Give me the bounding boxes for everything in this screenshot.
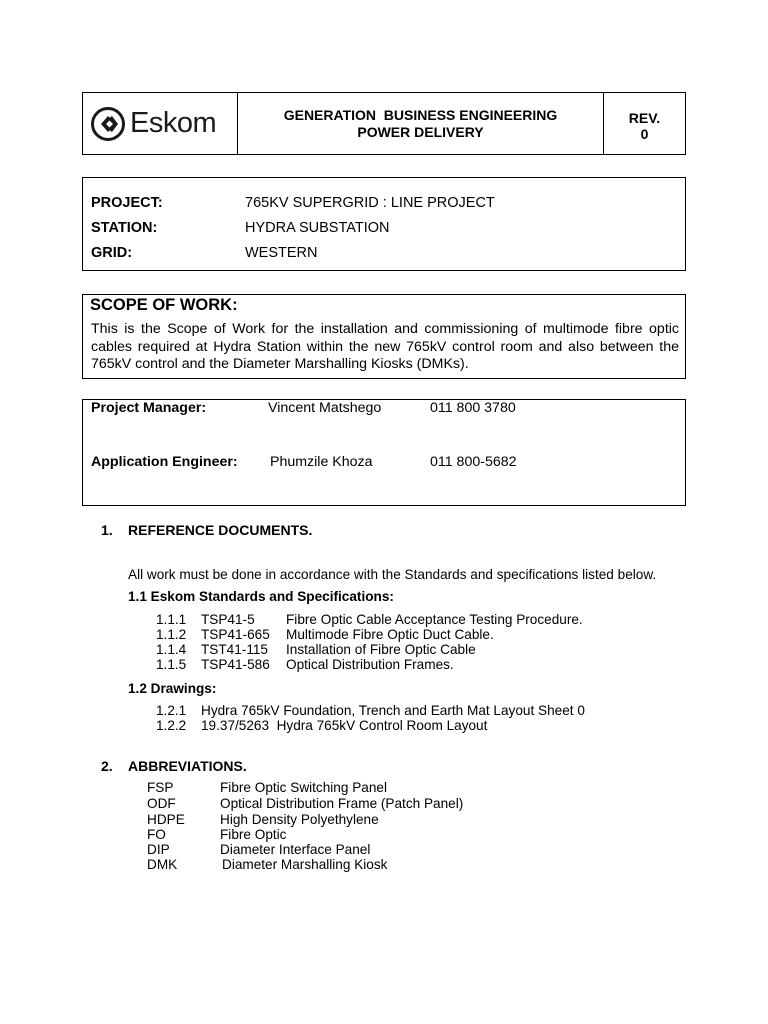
project-info-box: [82, 177, 686, 271]
abbreviation-meaning: High Density Polyethylene: [220, 812, 379, 827]
eskom-logo-icon: [91, 107, 125, 141]
header-title-line1: GENERATION BUSINESS ENGINEERING: [283, 106, 558, 123]
item-code: TSP41-586: [201, 657, 270, 672]
contact-role: Project Manager:: [91, 400, 207, 416]
abbreviation: HDPE: [147, 812, 185, 827]
contacts-box: [82, 399, 686, 506]
item-description: Fibre Optic Cable Acceptance Testing Procedure.: [286, 612, 583, 627]
item-code: TST41-115: [201, 642, 268, 657]
abbreviation: DIP: [147, 842, 170, 857]
station-label: STATION:: [91, 220, 158, 236]
item-number: 1.1.5: [156, 657, 187, 672]
header-title: [238, 93, 604, 154]
section1-number: 1.: [101, 522, 113, 538]
abbreviation-meaning: Diameter Marshalling Kiosk: [222, 857, 388, 872]
contact-phone: 011 800-5682: [430, 454, 517, 470]
scope-title: SCOPE OF WORK:: [90, 296, 238, 314]
contact-row-application-engineer: [91, 454, 671, 472]
section2-number: 2.: [101, 758, 113, 774]
item-number: 1.1.4: [156, 642, 187, 657]
item-number: 1.2.2: [156, 718, 187, 733]
subsection-standards-heading: 1.1 Eskom Standards and Specifications:: [128, 589, 394, 604]
item-code: TSP41-665: [201, 627, 270, 642]
abbreviation-meaning: Diameter Interface Panel: [220, 842, 371, 857]
item-code: TSP41-5: [201, 612, 255, 627]
abbreviation: FO: [147, 827, 166, 842]
section2-title: ABBREVIATIONS.: [128, 758, 247, 774]
item-description: Installation of Fibre Optic Cable: [286, 642, 476, 657]
item-number: 1.2.1: [156, 703, 187, 718]
subsection-drawings-heading: 1.2 Drawings:: [128, 681, 217, 696]
grid-label: GRID:: [91, 245, 133, 261]
project-label: PROJECT:: [91, 195, 163, 211]
logo-cell: [83, 93, 238, 154]
item-description: Multimode Fibre Optic Duct Cable.: [286, 627, 494, 642]
project-value: 765KV SUPERGRID : LINE PROJECT: [245, 195, 495, 211]
contact-name: Vincent Matshego: [268, 400, 382, 416]
abbreviation: DMK: [147, 857, 178, 872]
header-title-line2: POWER DELIVERY: [357, 123, 484, 140]
revision-label: REV.: [628, 109, 661, 126]
logo-text: Eskom: [130, 107, 217, 139]
abbreviation-meaning: Fibre Optic Switching Panel: [220, 780, 387, 795]
station-value: HYDRA SUBSTATION: [245, 220, 390, 236]
contact-row-project-manager: [91, 400, 671, 418]
grid-value: WESTERN: [245, 245, 318, 261]
item-description: Hydra 765kV Foundation, Trench and Earth Mat Layout Sheet 0: [201, 703, 585, 718]
abbreviation: ODF: [147, 796, 176, 811]
contact-phone: 011 800 3780: [430, 400, 516, 416]
scope-box: [82, 294, 686, 379]
section1-title: REFERENCE DOCUMENTS.: [128, 522, 313, 538]
abbreviation-meaning: Fibre Optic: [220, 827, 287, 842]
document-header: [82, 92, 686, 155]
contact-name: Phumzile Khoza: [270, 454, 373, 470]
scope-text: This is the Scope of Work for the installation and commissioning of multimode fibre optic cables required at Hydra Station within the new 765kV control room and also between the 765kV control and the Diameter Marshalling Kiosks (DMKs).: [91, 321, 679, 372]
section1-intro: All work must be done in accordance with the Standards and specifications listed below.: [128, 567, 657, 582]
revision-cell: [604, 93, 685, 154]
item-description: Optical Distribution Frames.: [286, 657, 454, 672]
abbreviation: FSP: [147, 780, 174, 795]
contact-role: Application Engineer:: [91, 454, 238, 470]
item-number: 1.1.2: [156, 627, 187, 642]
abbreviation-meaning: Optical Distribution Frame (Patch Panel): [220, 796, 464, 811]
revision-value: 0: [640, 125, 649, 142]
item-number: 1.1.1: [156, 612, 187, 627]
item-description: 19.37/5263 Hydra 765kV Control Room Layout: [201, 718, 488, 733]
